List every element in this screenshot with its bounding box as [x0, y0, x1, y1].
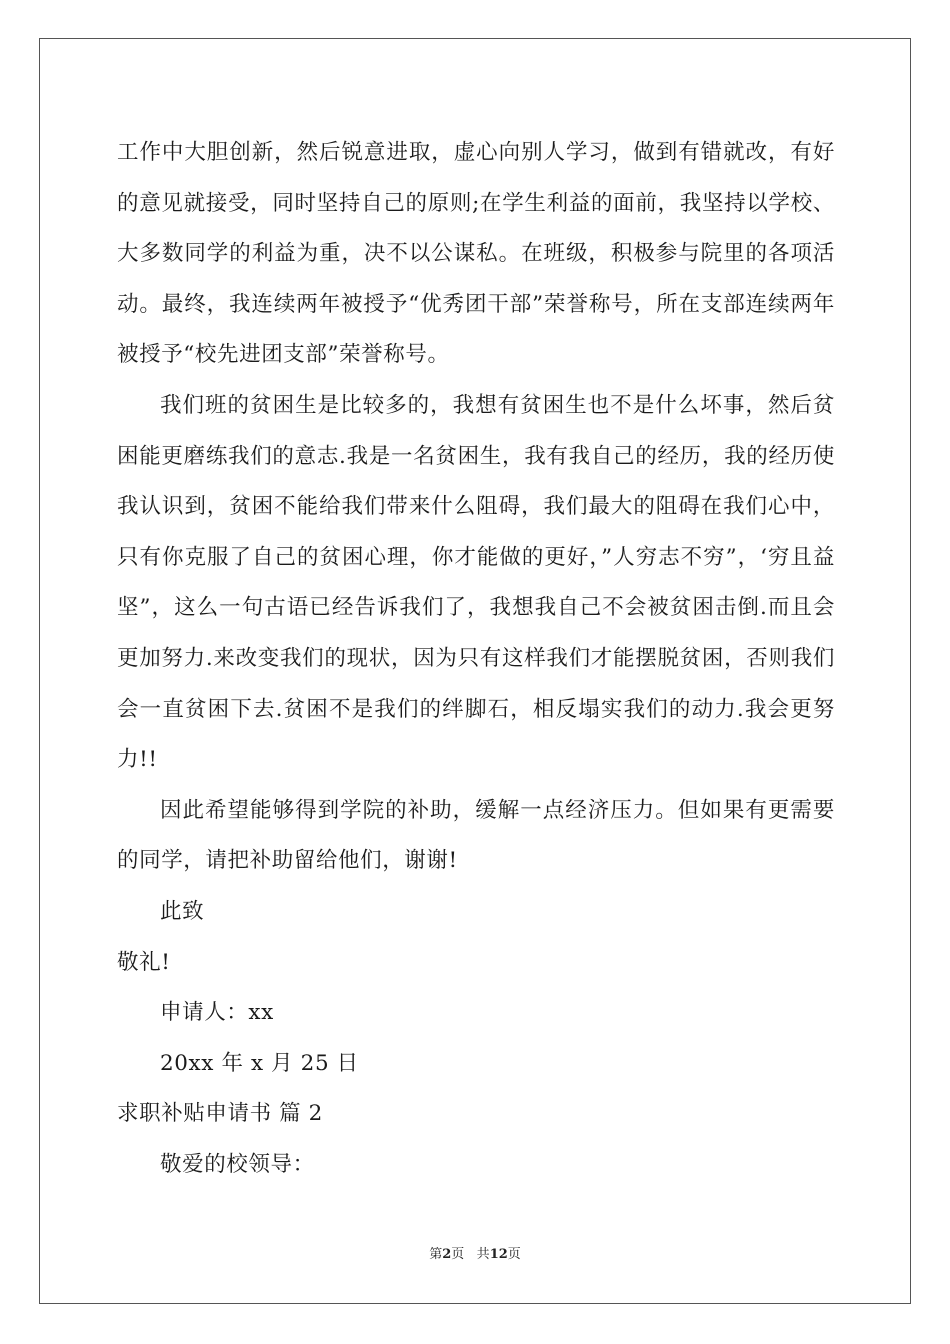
- greeting-line: 敬爱的校领导：: [160, 1151, 315, 1177]
- date-line: 20xx 年 x 月 25 日: [160, 1050, 359, 1076]
- paragraph-poverty-experience: 我们班的贫困生是比较多的，我想有贫困生也不是什么坏事，然后贫困能更磨练我们的意志.我是一名贫困生，我有我自己的经历，我的经历使我认识到，贫困不能给我们带来什么阻碍，我们最大的阻碍在我们心中，只有你克服了自己的贫困心理，你才能做的更好，”人穷志不穷”，‘穷且益坚”，这么一句古语已经告诉我们了，我想我自己不会被贫困击倒.而且会更加努力.来改变我们的现状，因为只有这样我们才能摆脱贫困，否则我们会一直贫困下去.贫困不是我们的绊脚石，相反塌实我们的动力.我会更努力!!: [117, 392, 835, 773]
- paragraph-request: 因此希望能够得到学院的补助，缓解一点经济压力。但如果有更需要的同学，请把补助留给他们，谢谢!: [117, 797, 835, 874]
- page-suffix: 页: [451, 1247, 465, 1262]
- applicant-line: 申请人：xx: [160, 1000, 274, 1026]
- total-suffix: 页: [507, 1247, 521, 1262]
- closing-regards: 敬礼!: [117, 949, 171, 975]
- total-pages: 12: [489, 1247, 508, 1262]
- paragraph-continuation: 工作中大胆创新，然后锐意进取，虚心向别人学习，做到有错就改，有好的意见就接受，同时坚持自己的原则;在学生利益的面前，我坚持以学校、大多数同学的利益为重，决不以公谋私。在班级，积极参与院里的各项活动。最终，我连续两年被授予“优秀团干部”荣誉称号，所在支部连续两年被授予“校先进团支部”荣誉称号。: [117, 140, 835, 368]
- document-body: [117, 128, 835, 1190]
- page-prefix: 第: [429, 1247, 443, 1262]
- closing-salutation: 此致: [160, 898, 205, 924]
- page-footer: [0, 1246, 950, 1264]
- total-prefix: 共: [476, 1247, 490, 1262]
- page-number: 2: [442, 1247, 452, 1262]
- section-title: 求职补贴申请书 篇 2: [117, 1101, 323, 1127]
